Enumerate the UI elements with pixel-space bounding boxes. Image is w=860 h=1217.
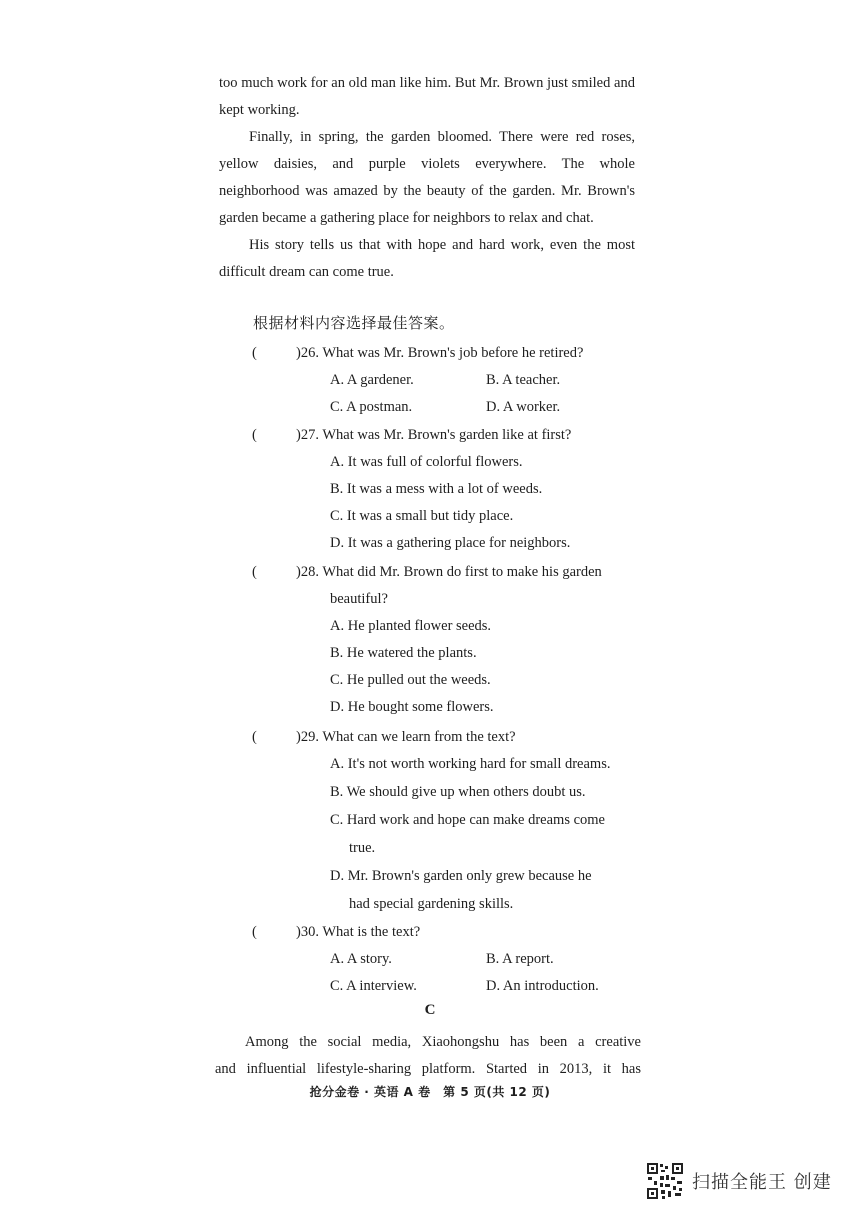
answer-bracket[interactable]: ( bbox=[252, 729, 257, 745]
option-d: D. An introduction. bbox=[486, 978, 599, 994]
question-stem: )28. What did Mr. Brown do first to make his garden bbox=[296, 564, 602, 580]
question-27 bbox=[252, 422, 642, 557]
answer-bracket[interactable]: ( bbox=[252, 345, 257, 361]
paragraph: too much work for an old man like him. But Mr. Brown just smiled and kept working. bbox=[219, 75, 635, 118]
option-d: D. He bought some flowers. bbox=[330, 699, 494, 715]
section-heading: C bbox=[424, 1002, 436, 1018]
option-c: C. A interview. bbox=[330, 978, 417, 994]
paragraph: His story tells us that with hope and hard work, even the most difficult dream can come true. bbox=[219, 237, 635, 280]
option-d-continued: had special gardening skills. bbox=[349, 896, 514, 912]
passage-line: and influential lifestyle-sharing platform. Started in 2013, it has bbox=[215, 1061, 641, 1077]
answer-bracket[interactable]: ( bbox=[252, 427, 257, 443]
option-d: D. A worker. bbox=[486, 399, 561, 415]
page-footer: 抢分金卷 · 英语 A 卷 第 5 页(共 12 页) bbox=[309, 1085, 551, 1099]
option-a: A. A gardener. bbox=[330, 372, 414, 388]
answer-bracket[interactable]: ( bbox=[252, 924, 257, 940]
option-d: D. Mr. Brown's garden only grew because he bbox=[330, 868, 592, 884]
option-b: B. He watered the plants. bbox=[330, 645, 477, 661]
option-b: B. A teacher. bbox=[486, 372, 561, 388]
option-b: B. It was a mess with a lot of weeds. bbox=[330, 481, 543, 497]
passage-b-ending bbox=[219, 70, 635, 286]
question-stem: )30. What is the text? bbox=[296, 924, 421, 940]
question-29 bbox=[252, 724, 642, 919]
question-stem-continued: beautiful? bbox=[330, 591, 388, 607]
option-a: A. He planted flower seeds. bbox=[330, 618, 492, 634]
option-c: C. A postman. bbox=[330, 399, 413, 415]
option-c: C. Hard work and hope can make dreams come bbox=[330, 812, 605, 828]
option-c: C. He pulled out the weeds. bbox=[330, 672, 491, 688]
scanner-label: 扫描全能王 创建 bbox=[692, 1172, 832, 1193]
option-d: D. It was a gathering place for neighbors. bbox=[330, 535, 571, 551]
scanner-watermark bbox=[646, 1162, 832, 1200]
option-c-continued: true. bbox=[349, 840, 376, 856]
question-stem: )27. What was Mr. Brown's garden like at first? bbox=[296, 427, 572, 443]
qr-code-icon bbox=[646, 1162, 684, 1200]
option-a: A. It's not worth working hard for small dreams. bbox=[330, 756, 611, 772]
option-b: B. We should give up when others doubt us. bbox=[330, 784, 586, 800]
question-28 bbox=[252, 559, 642, 721]
question-stem: )26. What was Mr. Brown's job before he retired? bbox=[296, 345, 584, 361]
paragraph: Finally, in spring, the garden bloomed. There were red roses, yellow daisies, and purple violets everywhere. The whole neighborhood was amazed by the beauty of the garden. Mr. Brown's garden became a gathering place for neighbors to relax and chat. bbox=[219, 129, 635, 226]
question-stem: )29. What can we learn from the text? bbox=[296, 729, 516, 745]
option-b: B. A report. bbox=[486, 951, 554, 967]
option-a: A. It was full of colorful flowers. bbox=[330, 454, 523, 470]
passage-line: Among the social media, Xiaohongshu has been a creative bbox=[245, 1034, 641, 1050]
question-30 bbox=[252, 919, 642, 1000]
instruction: 根据材料内容选择最佳答案。 bbox=[253, 314, 455, 332]
option-a: A. A story. bbox=[330, 951, 392, 967]
answer-bracket[interactable]: ( bbox=[252, 564, 257, 580]
question-26 bbox=[252, 340, 642, 421]
passage-c-start bbox=[215, 1029, 641, 1083]
option-c: C. It was a small but tidy place. bbox=[330, 508, 514, 524]
